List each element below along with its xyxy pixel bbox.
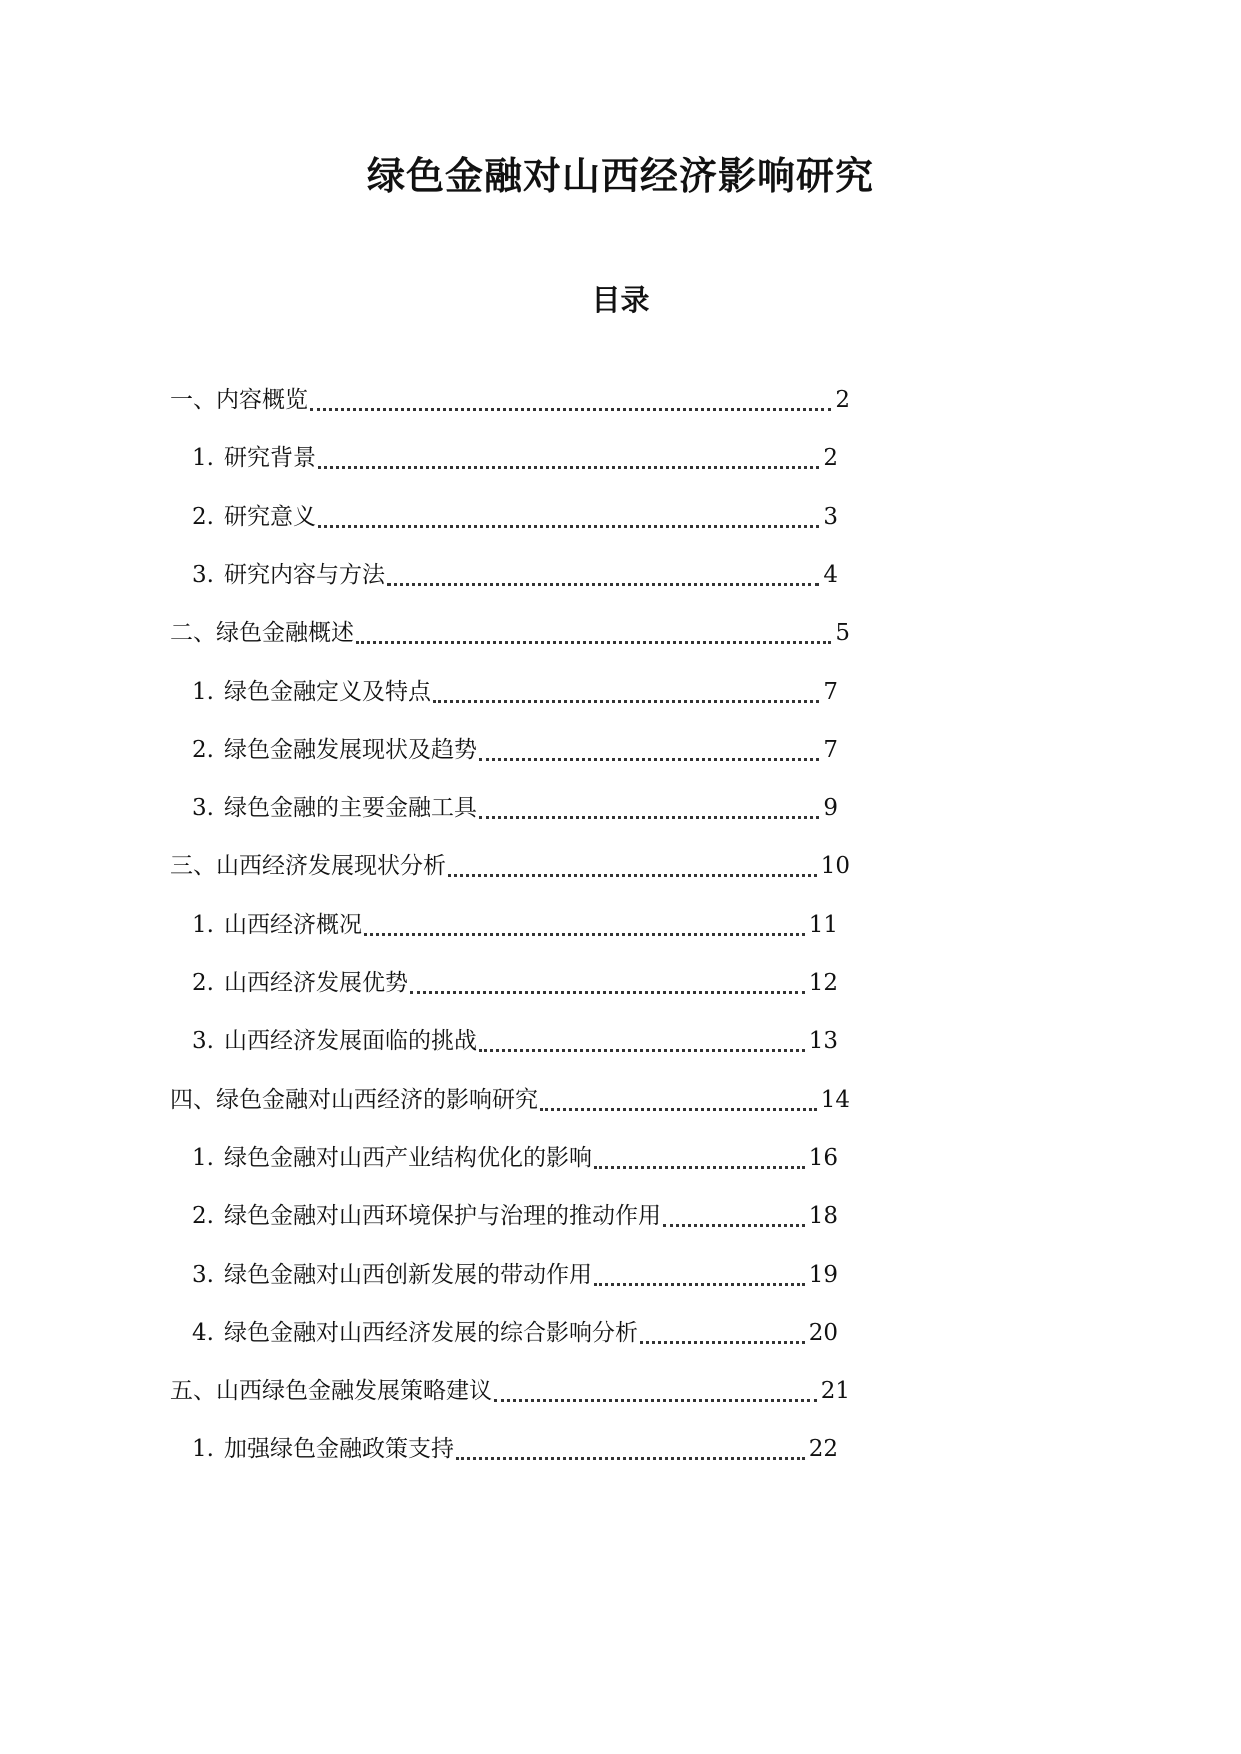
toc-entry-page-number: 18 <box>808 1203 838 1229</box>
toc-entry[interactable] <box>192 730 838 770</box>
toc-entry-number: 3. <box>192 562 214 588</box>
toc-dot-leader <box>387 583 819 586</box>
toc-entry-number: 1. <box>192 912 214 938</box>
toc-entry[interactable] <box>170 1371 850 1411</box>
toc-entry-page-number: 2 <box>835 387 850 413</box>
toc-entry[interactable] <box>192 905 838 945</box>
toc-entry[interactable] <box>192 497 838 537</box>
toc-entry-text: 山西经济概况 <box>224 912 362 938</box>
toc-entry-number: 1. <box>192 1145 214 1171</box>
toc-dot-leader <box>479 758 819 761</box>
toc-entry-page-number: 10 <box>820 853 850 879</box>
toc-entry-page-number: 3 <box>823 504 838 530</box>
toc-entry-text: 五、山西绿色金融发展策略建议 <box>170 1378 492 1404</box>
toc-entry-number: 2. <box>192 1203 214 1229</box>
toc-dot-leader <box>310 408 831 411</box>
toc-entry-page-number: 20 <box>808 1320 838 1346</box>
toc-entry-number: 3. <box>192 795 214 821</box>
toc-entry[interactable] <box>192 1021 838 1061</box>
toc-entry-number: 1. <box>192 1436 214 1462</box>
toc-dot-leader <box>318 466 819 469</box>
toc-entry[interactable] <box>192 438 838 478</box>
toc-dot-leader <box>479 1049 805 1052</box>
toc-entry-number: 2. <box>192 737 214 763</box>
toc-dot-leader <box>318 525 819 528</box>
toc-dot-leader <box>640 1341 805 1344</box>
toc-entry-page-number: 13 <box>808 1028 838 1054</box>
toc-entry-number: 3. <box>192 1262 214 1288</box>
toc-dot-leader <box>456 1457 805 1460</box>
toc-entry-page-number: 2 <box>823 445 838 471</box>
toc-entry-number: 1. <box>192 445 214 471</box>
toc-dot-leader <box>663 1224 805 1227</box>
toc-entry-text: 加强绿色金融政策支持 <box>224 1436 454 1462</box>
toc-entry-page-number: 12 <box>808 970 838 996</box>
toc-entry-text: 绿色金融的主要金融工具 <box>224 795 477 821</box>
toc-entry-number: 4. <box>192 1320 214 1346</box>
toc-dot-leader <box>594 1166 805 1169</box>
toc-entry-page-number: 19 <box>808 1262 838 1288</box>
toc-entry-number: 3. <box>192 1028 214 1054</box>
toc-dot-leader <box>410 991 805 994</box>
toc-entry-text: 四、绿色金融对山西经济的影响研究 <box>170 1087 538 1113</box>
toc-entry-text: 山西经济发展面临的挑战 <box>224 1028 477 1054</box>
toc-entry-text: 绿色金融对山西创新发展的带动作用 <box>224 1262 592 1288</box>
toc-entry-text: 绿色金融定义及特点 <box>224 679 431 705</box>
toc-entry-text: 绿色金融对山西环境保护与治理的推动作用 <box>224 1203 661 1229</box>
toc-entry[interactable] <box>170 1080 850 1120</box>
toc-dot-leader <box>448 874 817 877</box>
toc-entry-text: 研究意义 <box>224 504 316 530</box>
toc-entry[interactable] <box>192 1429 838 1469</box>
toc-entry-page-number: 7 <box>823 679 838 705</box>
toc-entry-number: 2. <box>192 970 214 996</box>
toc-entry[interactable] <box>192 788 838 828</box>
toc-entry-text: 绿色金融对山西产业结构优化的影响 <box>224 1145 592 1171</box>
toc-entry[interactable] <box>192 1196 838 1236</box>
toc-entry-text: 山西经济发展优势 <box>224 970 408 996</box>
toc-entry-page-number: 7 <box>823 737 838 763</box>
toc-dot-leader <box>494 1399 817 1402</box>
toc-entry-text: 三、山西经济发展现状分析 <box>170 853 446 879</box>
toc-entry-page-number: 16 <box>808 1145 838 1171</box>
toc-entry-page-number: 9 <box>823 795 838 821</box>
toc-dot-leader <box>356 641 831 644</box>
toc-entry-page-number: 22 <box>808 1436 838 1462</box>
toc-entry-text: 绿色金融发展现状及趋势 <box>224 737 477 763</box>
toc-entry[interactable] <box>192 555 838 595</box>
toc-entry-number: 2. <box>192 504 214 530</box>
toc-entry-number: 1. <box>192 679 214 705</box>
toc-entry[interactable] <box>192 1255 838 1295</box>
toc-entry-text: 绿色金融对山西经济发展的综合影响分析 <box>224 1320 638 1346</box>
toc-dot-leader <box>540 1108 817 1111</box>
toc-entry-text: 研究背景 <box>224 445 316 471</box>
toc-entry[interactable] <box>170 613 850 653</box>
toc-entry[interactable] <box>192 1313 838 1353</box>
toc-entry[interactable] <box>192 1138 838 1178</box>
toc-dot-leader <box>479 816 819 819</box>
toc-entry-text: 研究内容与方法 <box>224 562 385 588</box>
toc-entry-page-number: 21 <box>820 1378 850 1404</box>
toc-entry[interactable] <box>192 963 838 1003</box>
toc-dot-leader <box>433 700 819 703</box>
toc-heading: 目录 <box>591 283 650 317</box>
toc-entry-page-number: 5 <box>835 620 850 646</box>
toc-dot-leader <box>594 1283 805 1286</box>
document-title: 绿色金融对山西经济影响研究 <box>366 153 874 198</box>
toc-entry[interactable] <box>170 380 850 420</box>
toc-entry-page-number: 4 <box>823 562 838 588</box>
toc-entry-text: 二、绿色金融概述 <box>170 620 354 646</box>
toc-entry-page-number: 11 <box>808 912 838 938</box>
toc-entry[interactable] <box>170 846 850 886</box>
toc-entry-text: 一、内容概览 <box>170 387 308 413</box>
toc-entry[interactable] <box>192 672 838 712</box>
toc-dot-leader <box>364 933 805 936</box>
toc-entry-page-number: 14 <box>820 1087 850 1113</box>
